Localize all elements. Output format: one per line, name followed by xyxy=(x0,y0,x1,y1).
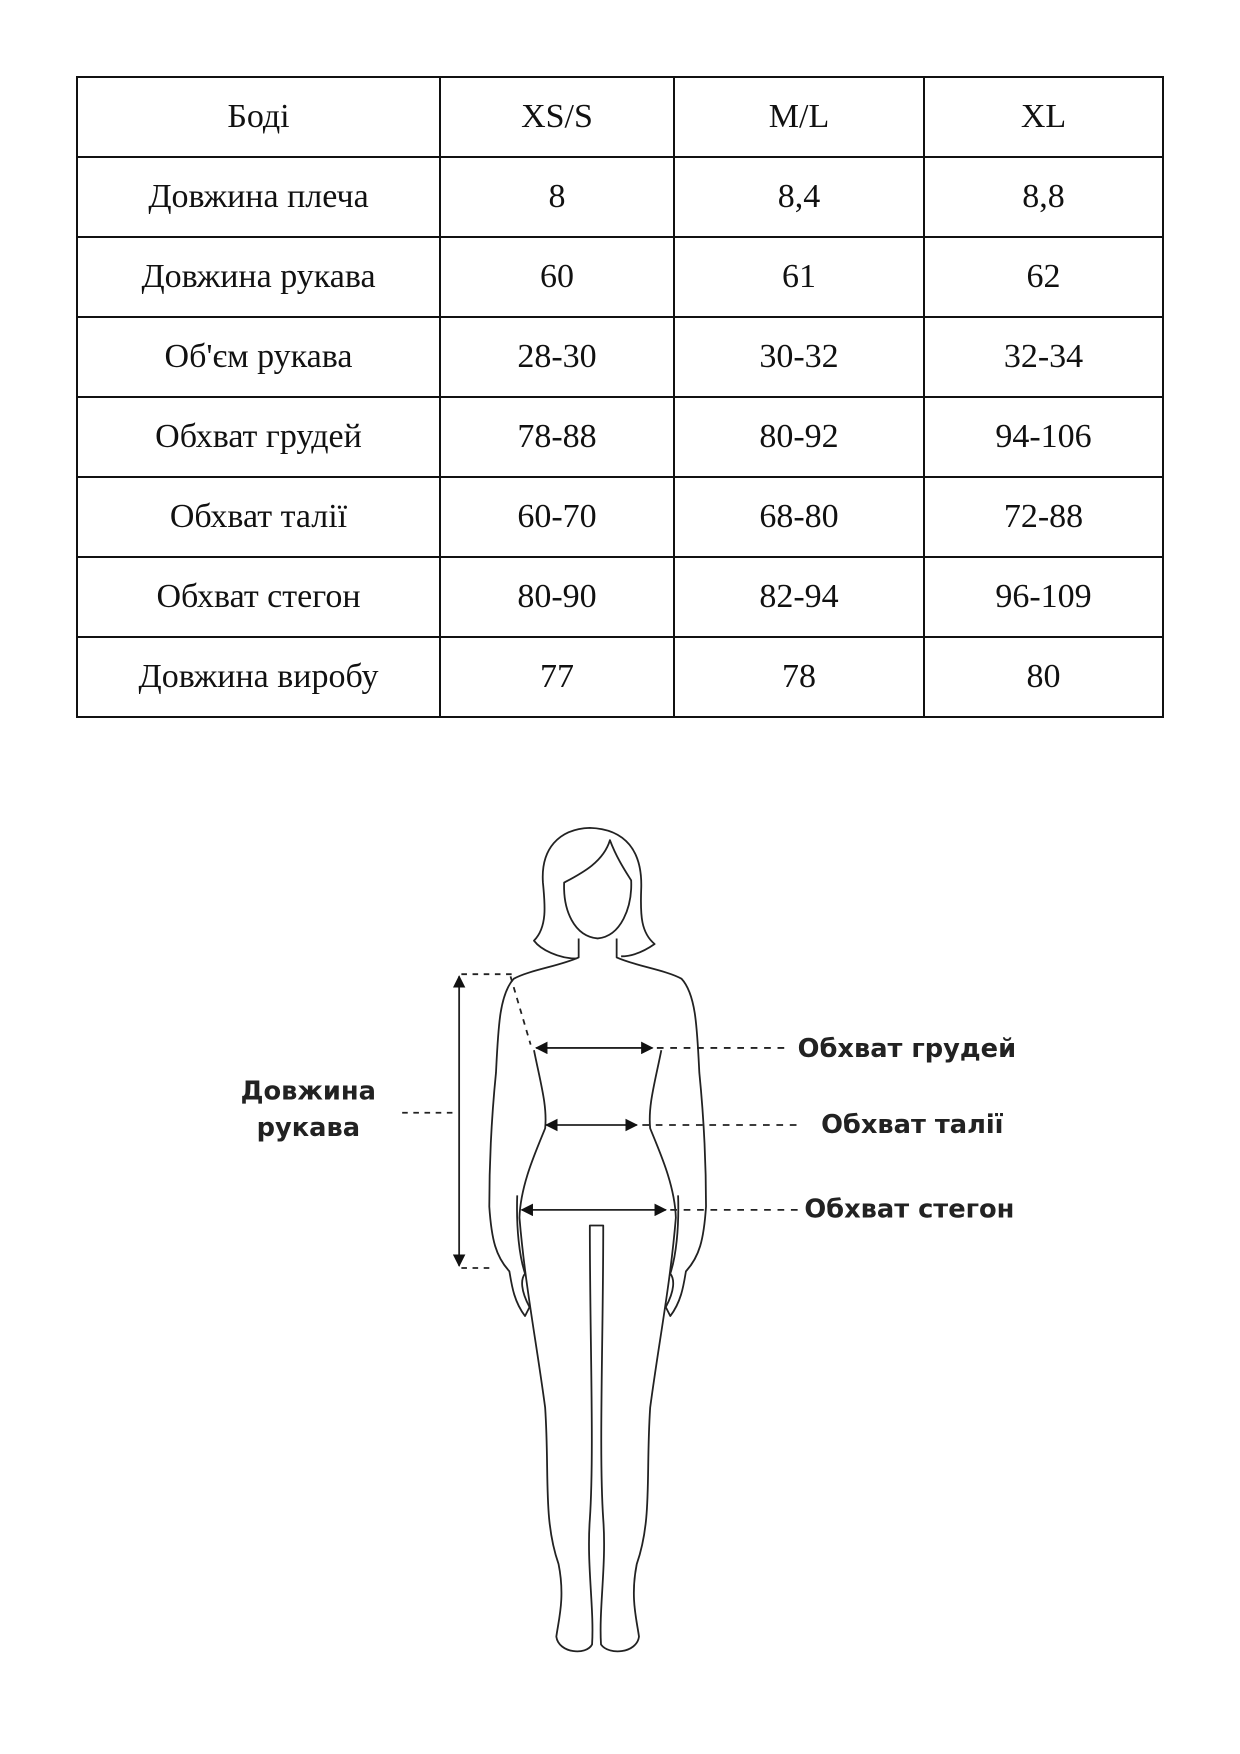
cell: 72-88 xyxy=(924,477,1163,557)
cell: 68-80 xyxy=(674,477,924,557)
hips-label: Обхват стегон xyxy=(804,1194,1015,1225)
cell: 8,8 xyxy=(924,157,1163,237)
cell: 80 xyxy=(924,637,1163,717)
cell: 80-92 xyxy=(674,397,924,477)
cell: 78 xyxy=(674,637,924,717)
cell: 8 xyxy=(440,157,674,237)
waist-label: Обхват талії xyxy=(821,1109,1004,1140)
row-label: Довжина виробу xyxy=(77,637,440,717)
row-label: Довжина рукава xyxy=(77,237,440,317)
row-label: Обхват грудей xyxy=(77,397,440,477)
header-cell: XL xyxy=(924,77,1163,157)
header-cell: M/L xyxy=(674,77,924,157)
cell: 60 xyxy=(440,237,674,317)
header-cell: XS/S xyxy=(440,77,674,157)
cell: 80-90 xyxy=(440,557,674,637)
measurement-lines xyxy=(402,974,802,1268)
header-cell: Боді xyxy=(77,77,440,157)
row-label: Обхват стегон xyxy=(77,557,440,637)
female-silhouette xyxy=(489,828,706,1652)
row-label: Об'єм рукава xyxy=(77,317,440,397)
sleeve-length-label-line1: Довжина xyxy=(240,1076,377,1107)
cell: 61 xyxy=(674,237,924,317)
cell: 77 xyxy=(440,637,674,717)
cell: 82-94 xyxy=(674,557,924,637)
chest-label: Обхват грудей xyxy=(797,1033,1017,1064)
cell: 32-34 xyxy=(924,317,1163,397)
cell: 60-70 xyxy=(440,477,674,557)
cell: 30-32 xyxy=(674,317,924,397)
cell: 96-109 xyxy=(924,557,1163,637)
cell: 94-106 xyxy=(924,397,1163,477)
row-label: Довжина плеча xyxy=(77,157,440,237)
cell: 78-88 xyxy=(440,397,674,477)
row-label: Обхват талії xyxy=(77,477,440,557)
sleeve-length-label-line2: рукава xyxy=(256,1113,361,1144)
cell: 28-30 xyxy=(440,317,674,397)
cell: 8,4 xyxy=(674,157,924,237)
cell: 62 xyxy=(924,237,1163,317)
